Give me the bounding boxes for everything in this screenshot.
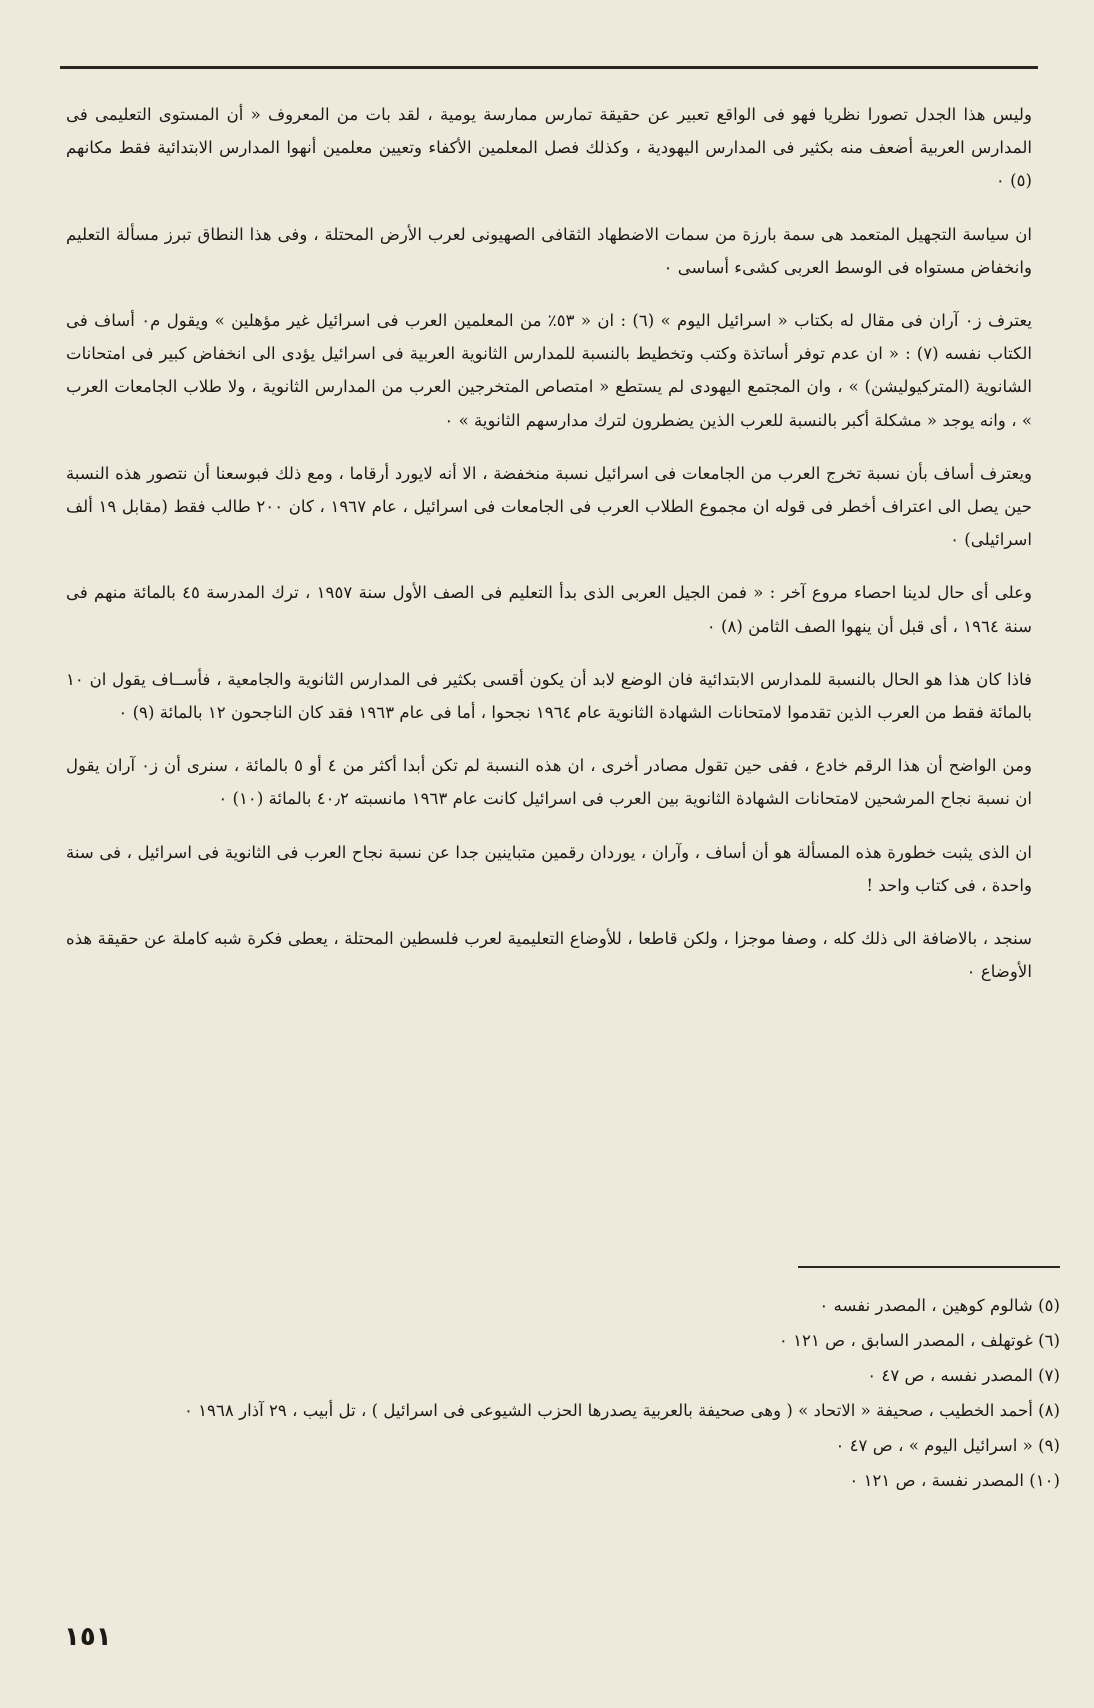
footnote: (٧) المصدر نفسه ، ص ٤٧ ٠ [867, 1366, 1060, 1385]
footnote: (٥) شالوم كوهين ، المصدر نفسه ٠ [819, 1296, 1060, 1315]
paragraph: فاذا كان هذا هو الحال بالنسبة للمدارس الابتدائية فان الوضع لابد أن يكون أقسى بكثير فى المدارس الثانوية والجامعية ، فأســاف يقول ان ١٠ بالمائة فقط من العرب الذين تقدموا لامتحانات الشهادة الثانوية عام ١٩٦٤ نجحوا ، أما فى عام ١٩٦٣ فقد كان الناجحون ١٢ بالمائة (٩) ٠ [66, 669, 1032, 723]
paragraph: ان سياسة التجهيل المتعمد هى سمة بارزة من سمات الاضطهاد الثقافى الصهيونى لعرب الأرض المحتلة ، وفى هذا النطاق تبرز مسألة التعليم وانخفاض مستواه فى الوسط العربى كشىء أساسى ٠ [66, 224, 1032, 277]
top-rule [60, 66, 1038, 69]
footnote: (٦) غوتهلف ، المصدر السابق ، ص ١٢١ ٠ [778, 1331, 1060, 1350]
paragraph: وعلى أى حال لدينا احصاء مروع آخر : « فمن الجيل العربى الذى بدأ التعليم فى الصف الأول سنة ١٩٥٧ ، ترك المدرسة ٤٥ بالمائة منهم فى سنة ١٩٦٤ ، أى قبل أن ينهوا الصف الثامن (٨) ٠ [66, 583, 1032, 636]
paragraph: وليس هذا الجدل تصورا نظريا فهو فى الواقع تعبير عن حقيقة تمارس ممارسة يومية ، لقد بات من المعروف « أن المستوى التعليمى فى المدارس العربية أضعف منه بكثير فى المدارس اليهودية ، وكذلك فصل المعلمين الأكفاء وتعيين معلمين أنهوا المدارس الابتدائية فقط مكانهم (٥) ٠ [66, 105, 1032, 191]
footnote: (٩) « اسرائيل اليوم » ، ص ٤٧ ٠ [835, 1436, 1060, 1455]
page-number: ١٥١ [64, 1622, 112, 1652]
footnote: (١٠) المصدر نفسة ، ص ١٢١ ٠ [849, 1471, 1060, 1490]
paragraph: يعترف ز٠ آران فى مقال له بكتاب « اسرائيل اليوم » (٦) : ان « ٥٣٪ من المعلمين العرب فى اسرائيل غير مؤهلين » ويقول م٠ أساف فى الكتاب نفسه (٧) : « ان عدم توفر أساتذة وكتب وتخطيط بالنسبة للمدارس الثانوية العربية فى اسرائيل يؤدى الى انخفاض كبير فى امتحانات الشانوية (المتركيوليشن) » ، وان المجتمع اليهودى لم يستطع « امتصاص المتخرجين العرب من المدارس الثانوية ، ولا طلاب الجامعات العرب » ، وانه يوجد « مشكلة أكبر بالنسبة للعرب الذين يضطرون لترك مدارسهم الثانوية » ٠ [66, 311, 1032, 430]
paragraph: سنجد ، بالاضافة الى ذلك كله ، وصفا موجزا ، ولكن قاطعا ، للأوضاع التعليمية لعرب فلسطين المحتلة ، يعطى فكرة شبه كاملة عن حقيقة هذه الأوضاع ٠ [66, 929, 1032, 982]
paragraph: ان الذى يثبت خطورة هذه المسألة هو أن أساف ، وآران ، يوردان رقمين متباينين جدا عن نسبة نجاح العرب فى الثانوية فى اسرائيل ، فى سنة واحدة ، فى كتاب واحد ! [66, 842, 1032, 895]
paragraph: ويعترف أساف بأن نسبة تخرج العرب من الجامعات فى اسرائيل نسبة منخفضة ، الا أنه لايورد أرقاما ، ومع ذلك فبوسعنا أن نتصور هذه النسبة حين يصل الى اعتراف أخطر فى قوله ان مجموع الطلاب العرب فى الجامعات فى اسرائيل ، عام ١٩٦٧ ، كان ٢٠٠ طالب فقط (مقابل ١٩ ألف اسرائيلى) ٠ [66, 463, 1033, 550]
body-text [66, 98, 1032, 1008]
footnote: (٨) أحمد الخطيب ، صحيفة « الاتحاد » ( وهى صحيفة بالعربية يصدرها الحزب الشيوعى فى اسرائيل ) ، تل أبيب ، ٢٩ آذار ١٩٦٨ ٠ [183, 1401, 1060, 1420]
paragraph: ومن الواضح أن هذا الرقم خادع ، ففى حين تقول مصادر أخرى ، ان هذه النسبة لم تكن أبدا أكثر من ٤ أو ٥ بالمائة ، سنرى أن ز٠ آران يقول ان نسبة نجاح المرشحين لامتحانات الشهادة الثانوية بين العرب فى اسرائيل كانت عام ١٩٦٣ مانسبته ٤٠٫٢ بالمائة (١٠) ٠ [66, 756, 1032, 809]
footnotes [60, 1288, 1060, 1498]
footnote-rule [798, 1266, 1060, 1268]
